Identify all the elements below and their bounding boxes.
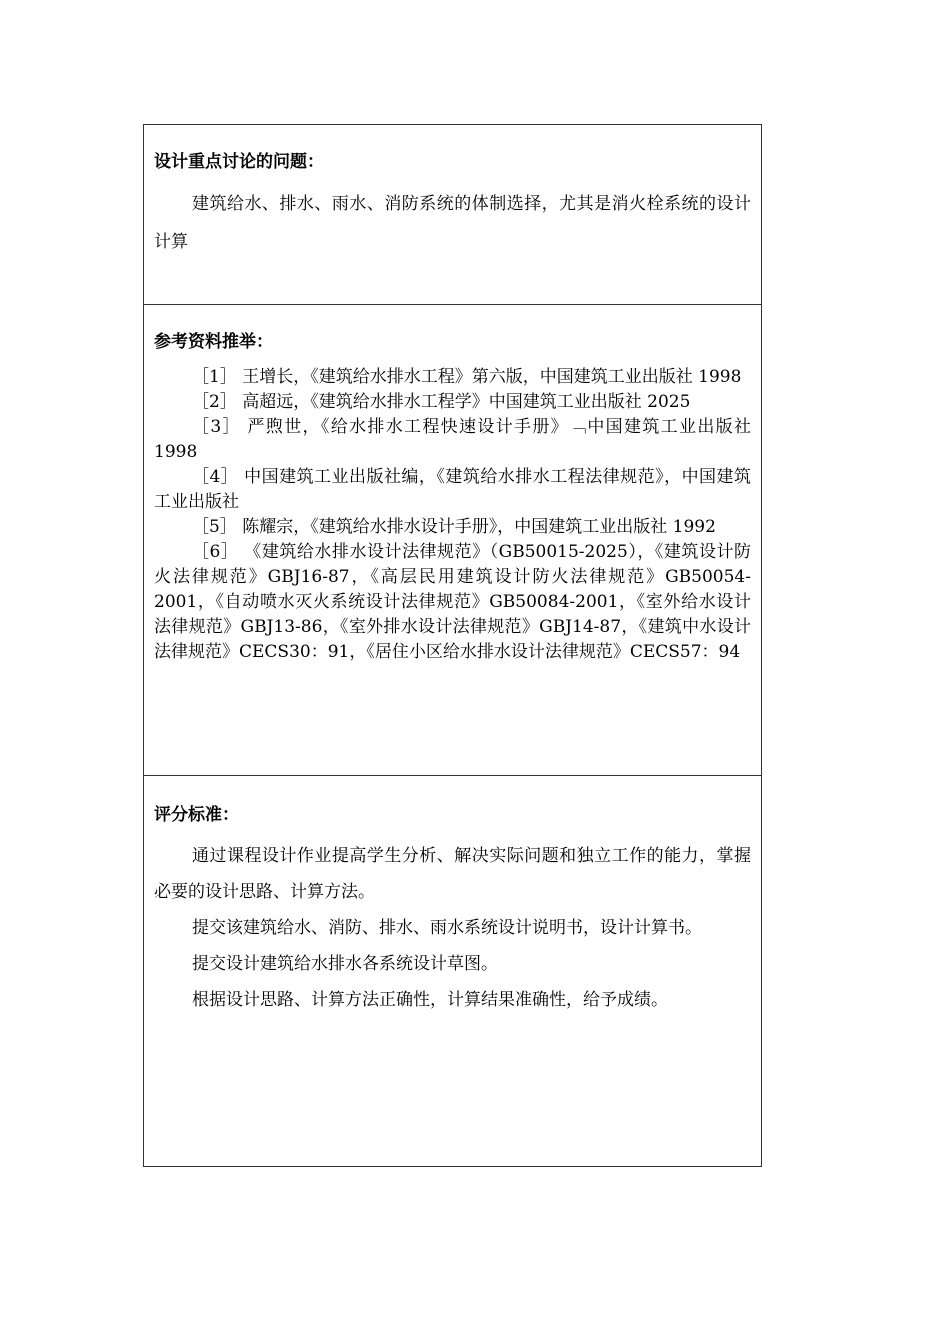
- document-table: [143, 124, 762, 1167]
- discussion-cell: [144, 125, 761, 305]
- reference-item: ［5］ 陈耀宗，《建筑给水排水设计手册》，中国建筑工业出版社 1992: [192, 517, 716, 537]
- reference-item: ［4］ 中国建筑工业出版社编，《建筑给水排水工程法律规范》，中国建筑工业出版社: [154, 467, 751, 512]
- references-cell: [144, 305, 761, 776]
- reference-item: ［3］ 严煦世，《给水排水工程快速设计手册》﹁中国建筑工业出版社 1998: [154, 417, 751, 462]
- scoring-cell: [144, 776, 761, 1166]
- scoring-heading: 评分标准：: [154, 805, 239, 825]
- reference-item: ［1］ 王增长，《建筑给水排水工程》第六版，中国建筑工业出版社 1998: [192, 367, 742, 387]
- scoring-item: 根据设计思路、计算方法正确性，计算结果准确性，给予成绩。: [192, 990, 668, 1010]
- reference-item: ［2］ 高超远，《建筑给水排水工程学》中国建筑工业出版社 2025: [192, 392, 691, 412]
- scoring-item: 通过课程设计作业提高学生分析、解决实际问题和独立工作的能力，掌握必要的设计思路、计算方法。: [154, 846, 751, 902]
- scoring-item: 提交该建筑给水、消防、排水、雨水系统设计说明书，设计计算书。: [192, 918, 702, 938]
- reference-item: ［6］ 《建筑给水排水设计法律规范》（GB50015-2025），《建筑设计防火法律规范》GBJ16-87，《高层民用建筑设计防火法律规范》GB50054-2001，《自动喷水灭火系统设计法律规范》GB50084-2001，《室外给水设计法律规范》GBJ13-86，《室外排水设计法律规范》GBJ14-87，《建筑中水设计法律规范》CECS30：91，《居住小区给水排水设计法律规范》CECS57：94: [154, 542, 751, 662]
- scoring-item: 提交设计建筑给水排水各系统设计草图。: [192, 954, 498, 974]
- discussion-body: 建筑给水、排水、雨水、消防系统的体制选择，尤其是消火栓系统的设计计算: [154, 194, 751, 252]
- references-heading: 参考资料推举：: [154, 332, 273, 352]
- discussion-heading: 设计重点讨论的问题：: [154, 152, 324, 172]
- references-list: [154, 365, 751, 665]
